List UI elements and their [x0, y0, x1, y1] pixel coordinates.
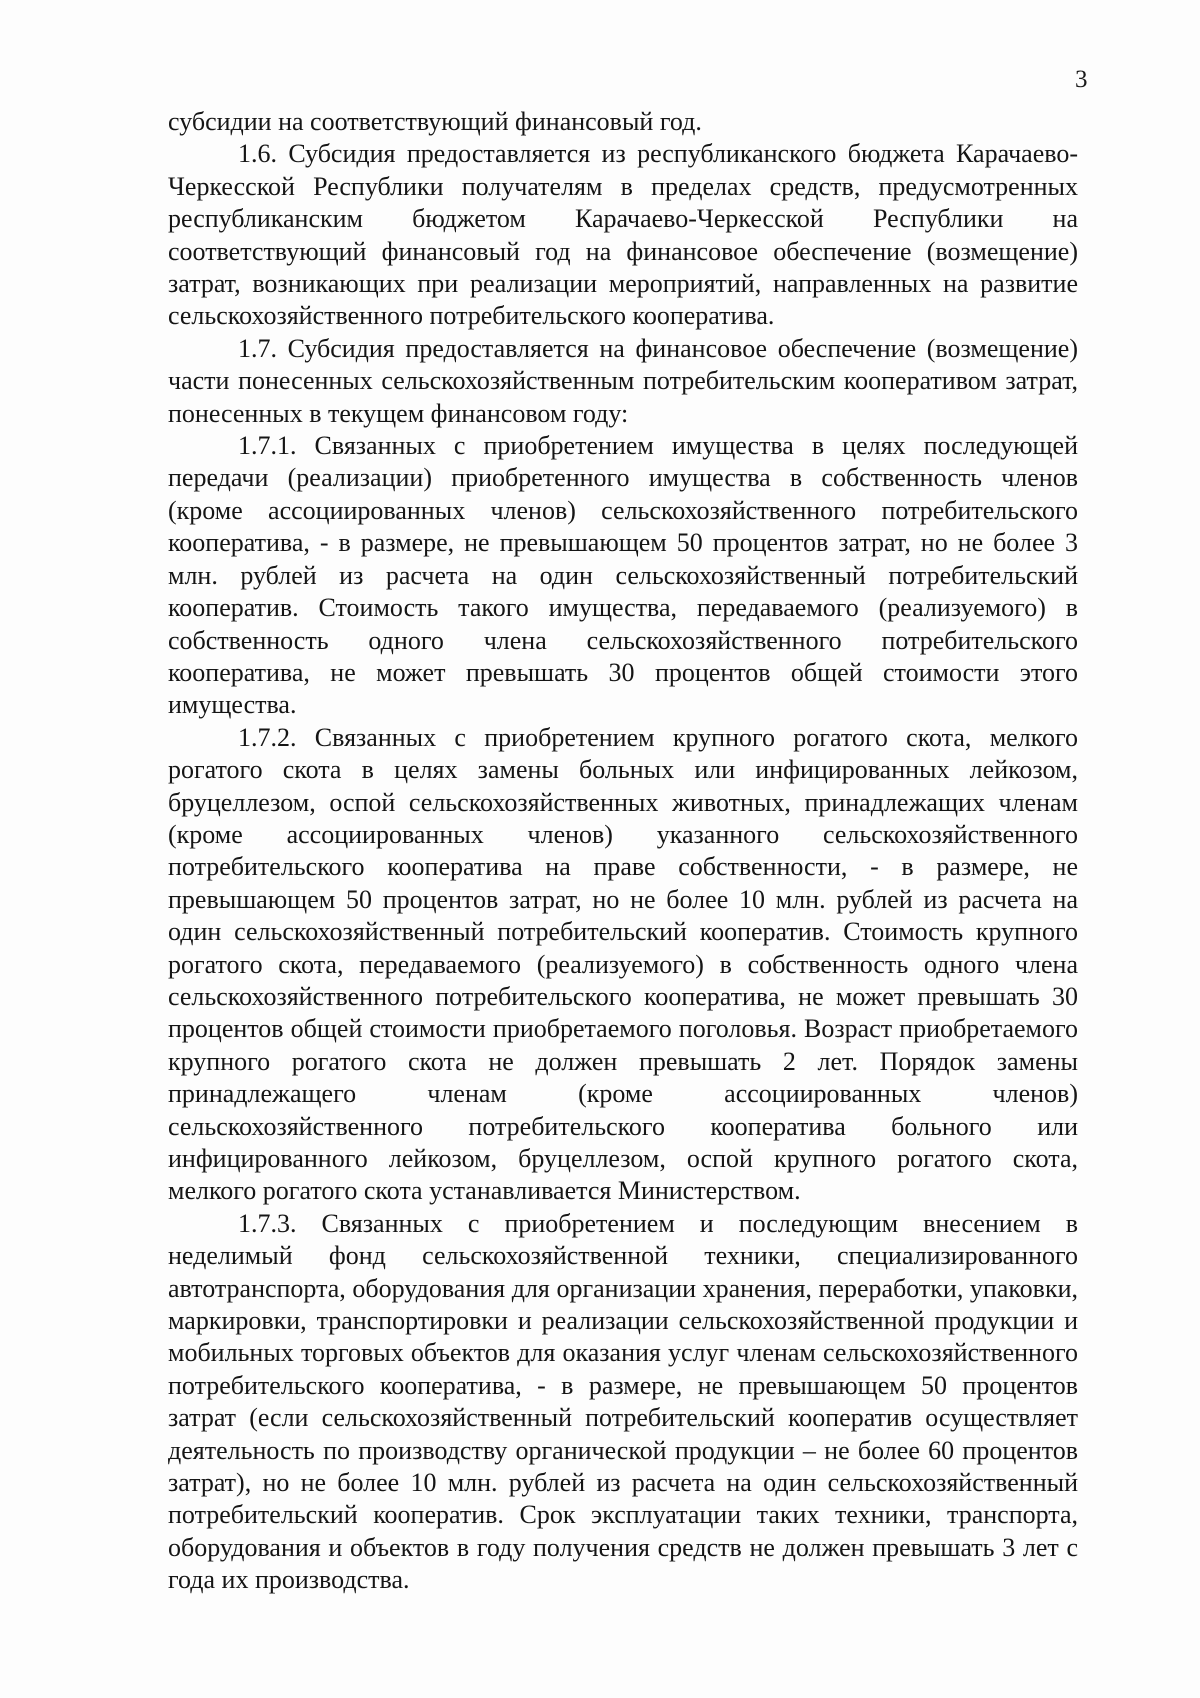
paragraph-1-7-3: 1.7.3. Связанных с приобретением и последующим внесением в неделимый фонд сельскохозяйственной техники, специализированного автотранспорта, оборудования для организации хранения, переработки, упаковки, маркировки, транспортировки и реализации сельскохозяйственной продукции и мобильных торговых объектов для оказания услуг членам сельскохозяйственного потребительского кооператива, - в размере, не превышающем 50 процентов затрат (если сельскохозяйственный потребительский кооператив осуществляет деятельность по производству органической продукции – не более 60 процентов затрат), но не более 10 млн. рублей из расчета на один сельскохозяйственный потребительский кооператив. Срок эксплуатации таких техники, транспорта, оборудования и объектов в году получения средств не должен превышать 3 лет с года их производства.: [168, 1208, 1078, 1595]
paragraph-1-7-1: 1.7.1. Связанных с приобретением имущества в целях последующей передачи (реализации) приобретенного имущества в собственность членов (кроме ассоциированных членов) сельскохозяйственного потребительского кооператива, - в размере, не превышающем 50 процентов затрат, но не более 3 млн. рублей из расчета на один сельскохозяйственный потребительский кооператив. Стоимость такого имущества, передаваемого (реализуемого) в собственность одного члена сельскохозяйственного потребительского кооператива, не может превышать 30 процентов общей стоимости этого имущества.: [168, 431, 1078, 720]
paragraph-1-6: 1.6. Субсидия предоставляется из республиканского бюджета Карачаево-Черкесской Республики получателям в пределах средств, предусмотренных республиканским бюджетом Карачаево-Черкесской Республики на соответствующий финансовый год на финансовое обеспечение (возмещение) затрат, возникающих при реализации мероприятий, направленных на развитие сельскохозяйственного потребительского кооператива.: [168, 139, 1078, 331]
paragraph-1-7: 1.7. Субсидия предоставляется на финансовое обеспечение (возмещение) части понесенных сельскохозяйственным потребительским кооперативом затрат, понесенных в текущем финансовом году:: [168, 333, 1078, 428]
paragraph-continuation: субсидии на соответствующий финансовый год.: [168, 107, 702, 136]
paragraph-1-7-2: 1.7.2. Связанных с приобретением крупного рогатого скота, мелкого рогатого скота в целях замены больных или инфицированных лейкозом, бруцеллезом, оспой сельскохозяйственных животных, принадлежащих членам (кроме ассоциированных членов) указанного сельскохозяйственного потребительского кооператива на праве собственности, - в размере, не превышающем 50 процентов затрат, но не более 10 млн. рублей из расчета на один сельскохозяйственный потребительский кооператив. Стоимость крупного рогатого скота, передаваемого (реализуемого) в собственность одного члена сельскохозяйственного потребительского кооператива, не может превышать 30 процентов общей стоимости приобретаемого поголовья. Возраст приобретаемого крупного рогатого скота не должен превышать 2 лет. Порядок замены принадлежащего членам (кроме ассоциированных членов) сельскохозяйственного потребительского кооператива больного или инфицированного лейкозом, бруцеллезом, оспой крупного рогатого скота, мелкого рогатого скота устанавливается Министерством.: [168, 722, 1078, 1206]
document-body: [168, 106, 1078, 1597]
page-number: 3: [1075, 66, 1088, 93]
